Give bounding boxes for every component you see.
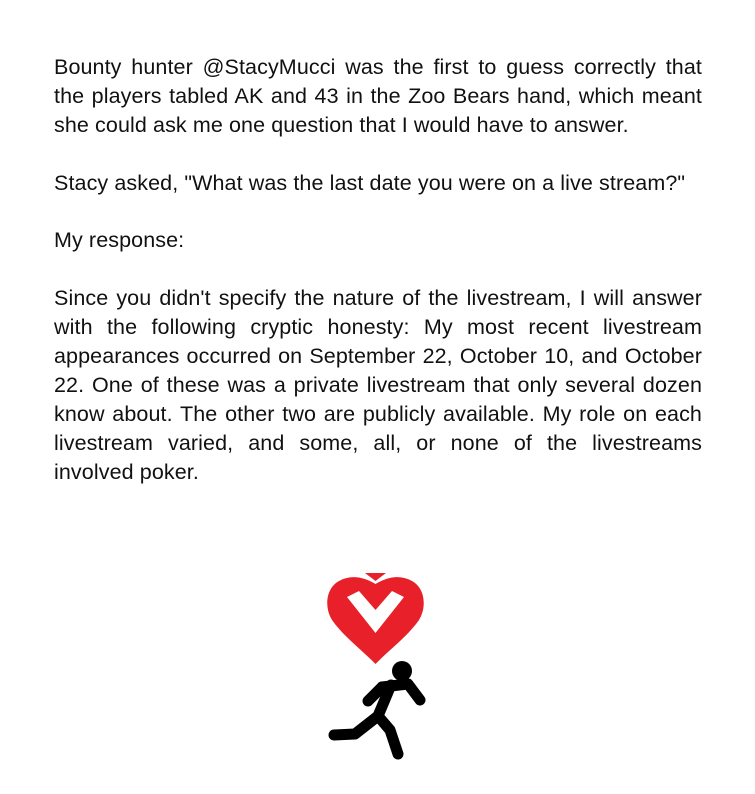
paragraph-answer: Since you didn't specify the nature of the livestream, I will answer with the following cryptic honesty: My most recent livestream appearances occurred on September 22, October 10, and October 22. One of these was a private livestream that only several dozen know about. The other two are publicly available. My role on each livestream varied, and some, all, or none of the livestreams involved poker.: [54, 285, 702, 484]
heart-icon: [327, 573, 423, 664]
heart-runner-logo: [320, 570, 436, 762]
running-person-icon: [334, 661, 420, 754]
paragraph-bounty: Bounty hunter @StacyMucci was the first to guess correctly that the players tabled AK and 43 in the Zoo Bears hand, which meant she could ask me one question that I would have to answer.: [54, 55, 702, 137]
paragraph-question: Stacy asked, "What was the last date you were on a live stream?": [54, 170, 686, 195]
paragraph-response-label: My response:: [54, 228, 185, 252]
logo-svg: [320, 570, 436, 762]
article-body: [54, 53, 702, 487]
